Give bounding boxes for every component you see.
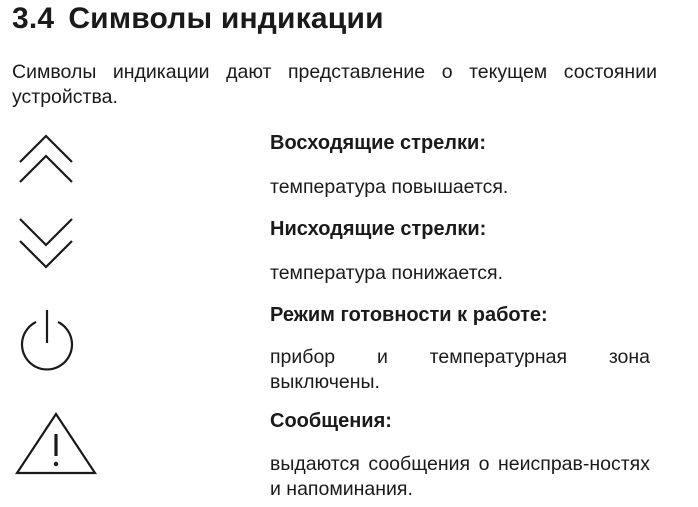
item-desc-messages: выдаются сообщения о неисправ-ностях и напоминания. [270,453,650,500]
item-desc-standby: прибор и температурная зона выключены. [270,346,650,393]
item-title-messages: Сообщения: [270,410,392,432]
item-title-falling-arrows: Нисходящие стрелки: [270,218,487,240]
section-number: 3.4 [12,2,55,35]
double-chevron-down-icon [0,215,100,285]
double-chevron-up-icon [0,130,100,200]
section-title: Символы индикации [68,2,384,35]
intro-paragraph: Символы индикации дают представление о текущем состоянии устройства. [12,61,657,108]
item-desc-falling-arrows: температура понижается. [270,262,504,284]
item-desc-rising-arrows: температура повышается. [270,176,509,198]
power-icon [0,305,100,375]
item-title-standby: Режим готовности к работе: [270,304,548,326]
section-heading [12,2,384,36]
warning-triangle-icon [0,408,100,478]
item-title-rising-arrows: Восходящие стрелки: [270,132,486,154]
